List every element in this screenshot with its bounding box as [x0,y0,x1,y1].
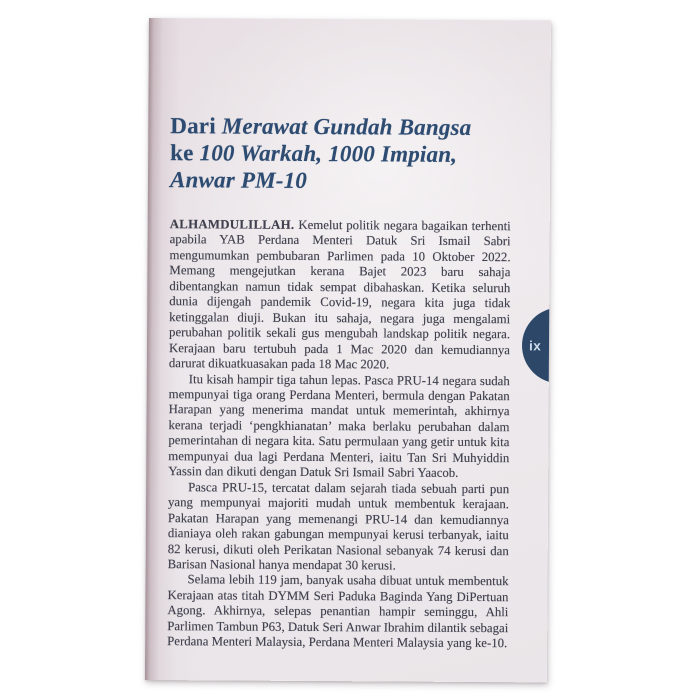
page-number-label: ix [528,337,542,353]
paragraph: Selama lebih 119 jam, banyak usaha dibuat untuk membentuk Kerajaan atas titah DYMM Seri Paduka Baginda Yang DiPertuan Agong. Akhirnya, selepas penantian hampir seminggu, Ahli Parlimen Tambun P63, Datuk Seri Anwar Ibrahim dilantik sebagai Perdana Menteri Malaysia, Perdana Menteri Malaysia yang ke-10. [167,572,509,651]
title-segment-italic: Merawat Gundah Bangsa [221,113,472,140]
paragraph-lead-word: ALHAMDULILLAH. [169,217,295,232]
title-segment-italic: 100 Warkah, 1000 Impian, [199,140,458,167]
title-segment-regular: Dari [170,113,216,139]
page-title [170,112,500,195]
title-segment-regular: ke [170,140,194,166]
page-number-tab [522,307,551,383]
paragraph: Itu kisah hampir tiga tahun lepas. Pasca PRU-14 negara sudah mempunyai tiga orang Perdana Menteri, bermula dengan Pakatan Harapan yang menerima mandat untuk memerintah, akhirnya kerana terjadi ‘pengkhianatan’ maka berlaku perubahan dalam pemerintahan di negara kita. Satu permulaan yang getir untuk kita mempunyai dua lagi Perdana Menteri, iaitu Tan Sri Muhyiddin Yassin dan dikuti dengan Datuk Sri Ismail Sabri Yaacob. [168,371,510,481]
paragraph-text: Kemelut politik negara bagaikan terhenti apabila YAB Perdana Menteri Datuk Sri Ismail Sabri mengumumkan pembubaran Parlimen pada 10 Oktober 2022. Memang mengejutkan kerana Bajet 2023 baru sahaja dibentangkan namun tidak sempat dibahaskan. Ketika seluruh dunia dijengah pandemik Covid-19, negara kita juga tidak ketinggalan diuji. Bukan itu sahaja, negara juga mengalami perubahan politik sekali gus mengubah landskap politik negara. Kerajaan baru tertubuh pada 1 Mac 2020 dan kemudiannya darurat dikuatkuasakan pada 18 Mac 2020. [168,217,511,372]
body-text-block [167,217,511,652]
title-segment-italic: Anwar PM-10 [169,167,308,193]
paragraph: Pasca PRU-15, tercatat dalam sejarah tiada sebuah parti pun yang mempunyai majoriti mudah untuk membentuk kerajaan. Pakatan Harapan yang memenangi PRU-14 dan kemudiannya dianiaya oleh rakan gabungan mempunyai kerusi terbanyak, iaitu 82 kerusi, dikuti oleh Perikatan Nasional sebanyak 74 kerusi dan Barisan Nasional hanya mendapat 30 kerusi. [167,479,510,573]
paragraph [169,217,511,374]
book-page [145,18,551,682]
